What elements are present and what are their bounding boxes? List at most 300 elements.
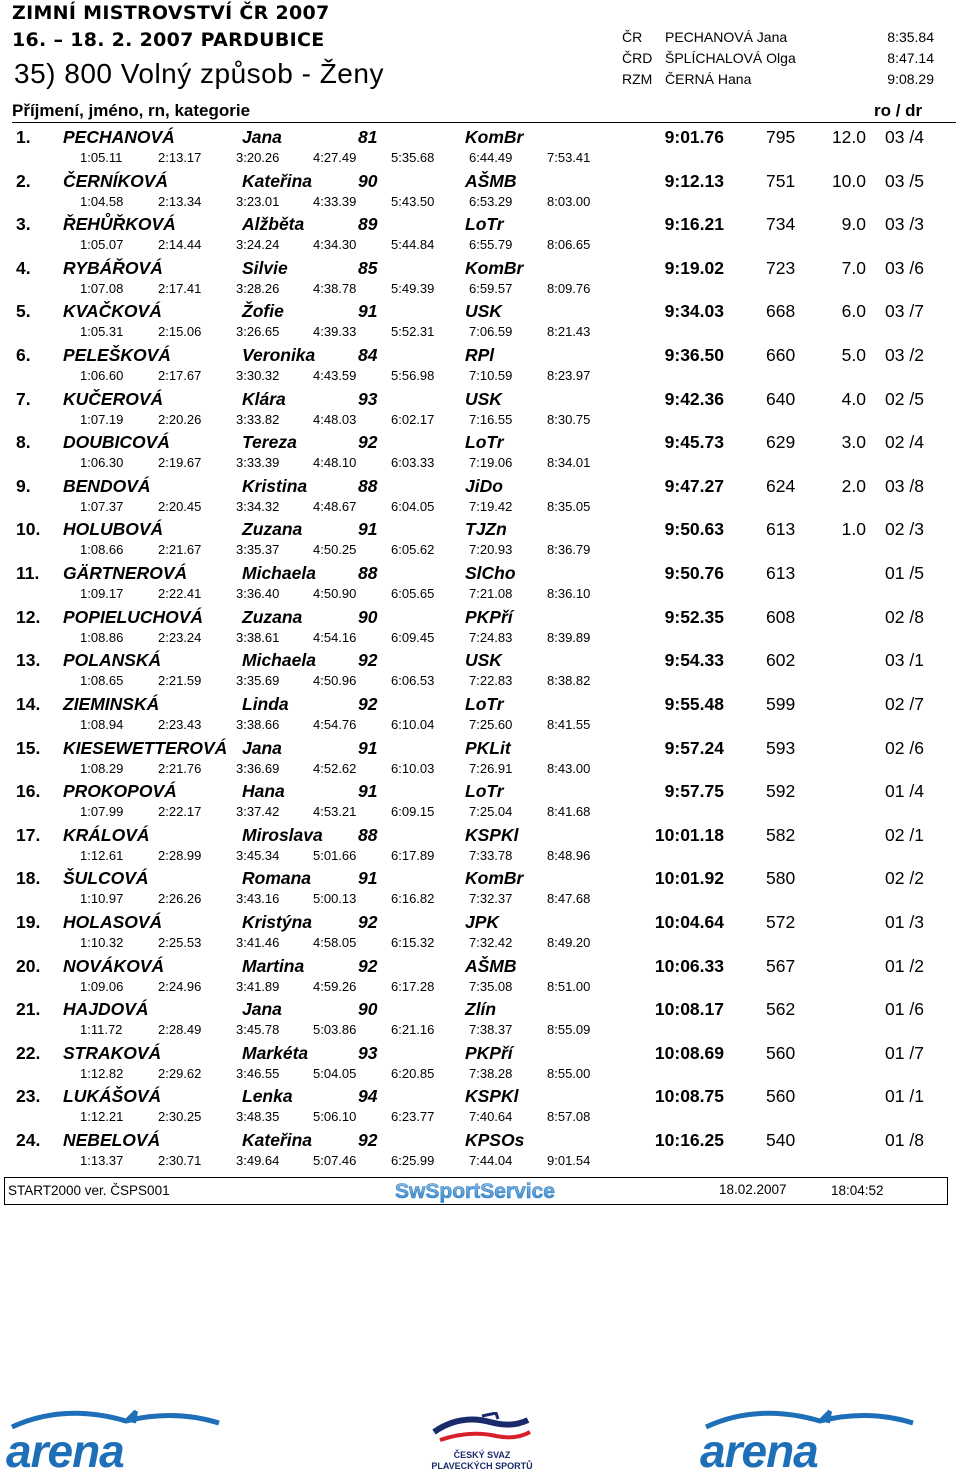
split-time: 6:05.62 [391, 542, 435, 558]
split-times-line [0, 368, 960, 384]
split-time: 2:21.76 [158, 760, 202, 776]
result-entry [0, 605, 960, 649]
championship-dates-venue: 16. – 18. 2. 2007 PARDUBICE [12, 29, 325, 51]
split-time: 7:38.28 [469, 1065, 513, 1081]
split-time: 3:23.01 [236, 193, 280, 209]
result-entry [0, 169, 960, 213]
heat-lane: 01 /7 [885, 1042, 924, 1063]
split-time: 7:22.83 [469, 673, 513, 689]
final-time: 9:57.24 [664, 737, 724, 758]
split-time: 4:48.03 [313, 411, 357, 427]
heat-lane: 01 /3 [885, 911, 924, 932]
split-time: 2:30.71 [158, 1153, 202, 1169]
split-time: 1:06.30 [80, 455, 124, 471]
result-main-line [0, 127, 960, 149]
result-entry [0, 779, 960, 823]
result-main-line [0, 738, 960, 760]
split-time: 7:25.04 [469, 804, 513, 820]
final-time: 9:16.21 [664, 214, 724, 235]
fina-points: 795 [766, 127, 796, 147]
split-time: 1:10.32 [80, 934, 124, 950]
arena-logo-right-text: arena [700, 1425, 818, 1473]
split-time: 8:41.55 [547, 716, 591, 732]
record-time: 8:47.14 [887, 50, 934, 66]
fina-points: 593 [766, 737, 796, 758]
split-time: 8:48.96 [547, 847, 591, 863]
birth-year: 88 [358, 563, 378, 584]
split-time: 6:03.33 [391, 455, 435, 471]
club-code: KomBr [465, 127, 524, 147]
split-time: 6:17.28 [391, 978, 435, 994]
split-time: 8:49.20 [547, 934, 591, 950]
split-time: 8:23.97 [547, 368, 591, 384]
split-time: 3:20.26 [236, 150, 280, 165]
club-code: LoTr [465, 214, 504, 235]
swimmer-surname: KRÁLOVÁ [63, 824, 150, 845]
split-time: 1:08.94 [80, 716, 124, 732]
result-main-line [0, 563, 960, 585]
club-code: KomBr [465, 257, 524, 278]
club-code: KSPKl [465, 1086, 519, 1107]
fina-points: 723 [766, 257, 796, 278]
split-time: 1:12.82 [80, 1065, 124, 1081]
heat-lane: 01 /8 [885, 1130, 924, 1151]
split-time: 2:24.96 [158, 978, 202, 994]
swimmer-surname: KIESEWETTEROVÁ [63, 737, 228, 758]
split-time: 7:06.59 [469, 324, 513, 340]
fina-points: 624 [766, 475, 796, 496]
split-times-line [0, 717, 960, 733]
fina-points: 668 [766, 301, 796, 322]
split-time: 4:34.30 [313, 237, 357, 253]
split-time: 4:54.76 [313, 716, 357, 732]
split-time: 6:09.15 [391, 804, 435, 820]
split-time: 7:38.37 [469, 1022, 513, 1038]
result-place: 12. [16, 606, 41, 627]
swimmer-surname: PECHANOVÁ [63, 127, 175, 147]
split-time: 2:15.06 [158, 324, 202, 340]
split-time: 3:43.16 [236, 891, 280, 907]
final-time: 9:47.27 [664, 475, 724, 496]
fina-points: 540 [766, 1130, 796, 1151]
award-points: 4.0 [841, 388, 866, 409]
split-time: 8:55.00 [547, 1065, 591, 1081]
split-time: 2:23.43 [158, 716, 202, 732]
heat-lane: 03 /5 [885, 170, 924, 191]
fina-points: 602 [766, 650, 796, 671]
split-time: 6:53.29 [469, 193, 513, 209]
award-points: 5.0 [841, 345, 866, 366]
result-entry [0, 299, 960, 343]
split-time: 6:10.03 [391, 760, 435, 776]
result-place: 22. [16, 1042, 41, 1063]
swsportservice-logo [389, 1179, 561, 1203]
birth-year: 91 [358, 301, 378, 322]
split-time: 3:24.24 [236, 237, 280, 253]
swimmer-first-name: Kateřina [242, 170, 313, 191]
final-time: 9:12.13 [664, 170, 724, 191]
split-time: 6:04.05 [391, 498, 435, 514]
swimmer-first-name: Markéta [242, 1042, 309, 1063]
result-entry [0, 823, 960, 867]
federation-name-line1: ČESKÝ SVAZ [453, 1450, 511, 1460]
split-time: 6:06.53 [391, 673, 435, 689]
final-time: 10:08.69 [654, 1042, 724, 1063]
birth-year: 88 [358, 475, 378, 496]
footer-bar [4, 1177, 948, 1205]
birth-year: 91 [358, 737, 378, 758]
record-time: 8:35.84 [887, 29, 934, 45]
split-time: 8:55.09 [547, 1022, 591, 1038]
birth-year: 85 [358, 257, 378, 278]
result-main-line [0, 171, 960, 193]
result-place: 20. [16, 955, 41, 976]
heat-lane: 02 /6 [885, 737, 924, 758]
result-main-line [0, 345, 960, 367]
record-holder: ŠPLÍCHALOVÁ Olga [665, 50, 796, 66]
club-code: USK [465, 650, 502, 671]
split-times-line [0, 150, 960, 166]
fina-points: 592 [766, 781, 796, 802]
split-time: 8:30.75 [547, 411, 591, 427]
swimmer-first-name: Kateřina [242, 1130, 313, 1151]
split-time: 6:55.79 [469, 237, 513, 253]
split-time: 4:50.25 [313, 542, 357, 558]
swimmer-first-name: Lenka [242, 1086, 293, 1107]
record-row [622, 71, 934, 92]
split-time: 8:09.76 [547, 280, 591, 296]
record-time: 9:08.29 [887, 71, 934, 87]
split-time: 2:22.41 [158, 586, 202, 602]
split-time: 4:48.67 [313, 498, 357, 514]
club-code: USK [465, 388, 502, 409]
split-times-line [0, 237, 960, 253]
record-category: ČRD [622, 50, 653, 66]
result-place: 13. [16, 650, 41, 671]
fina-points: 599 [766, 693, 796, 714]
club-code: SlCho [465, 563, 516, 584]
column-header-round: ro / dr [874, 101, 923, 120]
split-time: 3:36.69 [236, 760, 280, 776]
split-time: 6:17.89 [391, 847, 435, 863]
final-time: 9:45.73 [664, 432, 724, 453]
final-time: 9:19.02 [664, 257, 724, 278]
swimmer-surname: HAJDOVÁ [63, 999, 149, 1020]
birth-year: 92 [358, 911, 378, 932]
swimmer-first-name: Jana [242, 999, 282, 1020]
split-time: 6:25.99 [391, 1153, 435, 1169]
split-time: 5:06.10 [313, 1109, 357, 1125]
swimmer-first-name: Veronika [242, 345, 316, 366]
split-time: 3:48.35 [236, 1109, 280, 1125]
split-time: 1:11.72 [80, 1022, 123, 1038]
split-time: 7:16.55 [469, 411, 513, 427]
final-time: 9:57.75 [664, 781, 724, 802]
split-times-line [0, 499, 960, 515]
heat-lane: 01 /4 [885, 781, 924, 802]
split-time: 5:03.86 [313, 1022, 357, 1038]
swimmer-surname: DOUBICOVÁ [63, 432, 170, 453]
split-time: 3:33.39 [236, 455, 280, 471]
split-time: 6:16.82 [391, 891, 435, 907]
split-time: 1:07.08 [80, 280, 124, 296]
swimmer-surname: KUČEROVÁ [63, 388, 164, 409]
club-code: PKPří [465, 606, 513, 627]
split-time: 6:10.04 [391, 716, 435, 732]
record-category: RZM [622, 71, 653, 87]
swsportservice-logo-text: SwSportService [395, 1180, 555, 1203]
heat-lane: 02 /1 [885, 824, 924, 845]
final-time: 10:06.33 [654, 955, 724, 976]
split-time: 3:45.34 [236, 847, 280, 863]
result-main-line [0, 912, 960, 934]
split-time: 1:08.66 [80, 542, 124, 558]
result-place: 6. [16, 345, 31, 366]
split-time: 3:33.82 [236, 411, 280, 427]
result-place: 1. [16, 127, 31, 147]
swimmer-first-name: Klára [242, 388, 286, 409]
result-main-line [0, 1086, 960, 1108]
birth-year: 90 [358, 170, 378, 191]
swimmer-surname: PELEŠKOVÁ [63, 345, 171, 366]
split-time: 3:38.66 [236, 716, 280, 732]
swimmer-first-name: Linda [242, 693, 289, 714]
split-times-line [0, 412, 960, 428]
result-entry [0, 517, 960, 561]
swimmer-first-name: Romana [242, 868, 312, 889]
records-box [622, 29, 934, 92]
heat-lane: 03 /4 [885, 127, 924, 147]
result-place: 5. [16, 301, 31, 322]
result-entry [0, 474, 960, 518]
result-entry [0, 212, 960, 256]
heat-lane: 03 /8 [885, 475, 924, 496]
club-code: KomBr [465, 868, 524, 889]
club-code: LoTr [465, 693, 504, 714]
split-time: 8:36.79 [547, 542, 591, 558]
final-time: 10:04.64 [654, 911, 724, 932]
split-time: 6:02.17 [391, 411, 435, 427]
swimmer-first-name: Michaela [242, 650, 316, 671]
result-entry [0, 387, 960, 431]
result-main-line [0, 694, 960, 716]
final-time: 9:01.76 [664, 127, 724, 147]
arena-logo-left [4, 1405, 254, 1473]
split-time: 2:21.59 [158, 673, 202, 689]
result-entry [0, 954, 960, 998]
birth-year: 90 [358, 606, 378, 627]
club-code: PKLit [465, 737, 511, 758]
swimmer-surname: NEBELOVÁ [63, 1130, 161, 1151]
split-time: 2:21.67 [158, 542, 202, 558]
split-time: 8:51.00 [547, 978, 591, 994]
birth-year: 92 [358, 650, 378, 671]
split-time: 1:09.17 [80, 586, 124, 602]
split-time: 2:14.44 [158, 237, 202, 253]
result-main-line [0, 607, 960, 629]
split-time: 1:09.06 [80, 978, 124, 994]
event-title: 35) 800 Volný způsob - Ženy [14, 58, 384, 89]
swimmer-surname: ŘEHŮŘKOVÁ [63, 214, 176, 235]
split-time: 5:07.46 [313, 1153, 357, 1169]
result-entry [0, 343, 960, 387]
split-time: 5:35.68 [391, 150, 435, 165]
heat-lane: 01 /5 [885, 563, 924, 584]
record-holder: PECHANOVÁ Jana [665, 29, 788, 45]
split-time: 5:43.50 [391, 193, 435, 209]
split-time: 7:35.08 [469, 978, 513, 994]
result-entry [0, 1041, 960, 1085]
split-time: 6:09.45 [391, 629, 435, 645]
split-time: 7:21.08 [469, 586, 513, 602]
split-time: 2:29.62 [158, 1065, 202, 1081]
swimmer-surname: STRAKOVÁ [63, 1042, 162, 1063]
split-time: 2:28.99 [158, 847, 202, 863]
split-time: 3:41.89 [236, 978, 280, 994]
award-points: 2.0 [841, 475, 866, 496]
club-code: TJZn [465, 519, 507, 540]
result-place: 19. [16, 911, 41, 932]
split-time: 4:43.59 [313, 368, 357, 384]
split-time: 3:49.64 [236, 1153, 280, 1169]
split-time: 4:59.26 [313, 978, 357, 994]
final-time: 10:01.18 [654, 824, 724, 845]
split-time: 7:10.59 [469, 368, 513, 384]
result-place: 14. [16, 693, 41, 714]
fina-points: 660 [766, 345, 796, 366]
fina-points: 580 [766, 868, 796, 889]
split-time: 5:01.66 [313, 847, 357, 863]
split-times-line [0, 891, 960, 907]
split-time: 1:13.37 [80, 1153, 124, 1169]
split-times-line [0, 1153, 960, 1169]
result-entry [0, 125, 960, 169]
result-place: 18. [16, 868, 41, 889]
split-time: 4:50.96 [313, 673, 357, 689]
birth-year: 90 [358, 999, 378, 1020]
fina-points: 640 [766, 388, 796, 409]
split-time: 3:41.46 [236, 934, 280, 950]
result-entry [0, 1084, 960, 1128]
split-times-line [0, 324, 960, 340]
print-date: 18.02.2007 [719, 1182, 787, 1197]
result-place: 16. [16, 781, 41, 802]
result-entry [0, 256, 960, 300]
split-time: 8:21.43 [547, 324, 591, 340]
result-entry [0, 1128, 960, 1172]
split-time: 2:30.25 [158, 1109, 202, 1125]
birth-year: 93 [358, 388, 378, 409]
split-times-line [0, 455, 960, 471]
split-time: 8:36.10 [547, 586, 591, 602]
heat-lane: 02 /2 [885, 868, 924, 889]
result-entry [0, 648, 960, 692]
result-place: 17. [16, 824, 41, 845]
split-time: 6:59.57 [469, 280, 513, 296]
final-time: 9:50.76 [664, 563, 724, 584]
split-time: 2:20.26 [158, 411, 202, 427]
split-time: 1:10.97 [80, 891, 124, 907]
split-time: 1:06.60 [80, 368, 124, 384]
split-time: 6:20.85 [391, 1065, 435, 1081]
split-time: 6:21.16 [391, 1022, 435, 1038]
result-place: 23. [16, 1086, 41, 1107]
split-times-line [0, 935, 960, 951]
split-time: 4:48.10 [313, 455, 357, 471]
heat-lane: 03 /7 [885, 301, 924, 322]
swimmer-surname: ČERNÍKOVÁ [63, 170, 169, 191]
split-time: 3:30.32 [236, 368, 280, 384]
split-time: 5:52.31 [391, 324, 435, 340]
split-time: 1:08.86 [80, 629, 124, 645]
swimmer-surname: GÄRTNEROVÁ [63, 563, 188, 584]
club-code: JiDo [465, 475, 503, 496]
heat-lane: 03 /3 [885, 214, 924, 235]
split-times-line [0, 1022, 960, 1038]
split-time: 3:35.37 [236, 542, 280, 558]
award-points: 7.0 [841, 257, 866, 278]
print-time: 18:04:52 [831, 1183, 884, 1198]
final-time: 10:08.17 [654, 999, 724, 1020]
split-time: 7:26.91 [469, 760, 513, 776]
swimmer-first-name: Kristina [242, 475, 308, 496]
split-time: 2:23.24 [158, 629, 202, 645]
swimmer-first-name: Hana [242, 781, 285, 802]
result-place: 8. [16, 432, 31, 453]
split-time: 1:08.29 [80, 760, 124, 776]
split-time: 7:53.41 [547, 150, 591, 165]
final-time: 10:01.92 [654, 868, 724, 889]
column-header [12, 101, 956, 123]
split-time: 6:05.65 [391, 586, 435, 602]
split-times-line [0, 761, 960, 777]
split-time: 2:28.49 [158, 1022, 202, 1038]
split-time: 4:27.49 [313, 150, 357, 165]
swimmer-surname: ZIEMINSKÁ [63, 693, 160, 714]
result-main-line [0, 650, 960, 672]
split-time: 2:25.53 [158, 934, 202, 950]
heat-lane: 01 /1 [885, 1086, 924, 1107]
club-code: LoTr [465, 781, 504, 802]
swimmer-surname: LUKÁŠOVÁ [63, 1086, 162, 1107]
result-place: 24. [16, 1130, 41, 1151]
final-time: 10:16.25 [654, 1130, 724, 1151]
split-time: 4:52.62 [313, 760, 357, 776]
swimmer-first-name: Jana [242, 127, 282, 147]
result-place: 9. [16, 475, 31, 496]
club-code: LoTr [465, 432, 504, 453]
split-time: 1:12.61 [80, 847, 124, 863]
fina-points: 567 [766, 955, 796, 976]
split-times-line [0, 586, 960, 602]
birth-year: 92 [358, 955, 378, 976]
split-times-line [0, 194, 960, 210]
split-time: 4:53.21 [313, 804, 357, 820]
fina-points: 613 [766, 563, 796, 584]
split-time: 5:04.05 [313, 1065, 357, 1081]
result-main-line [0, 519, 960, 541]
split-time: 8:35.05 [547, 498, 591, 514]
birth-year: 92 [358, 432, 378, 453]
split-time: 1:07.37 [80, 498, 124, 514]
split-time: 6:15.32 [391, 934, 435, 950]
club-code: USK [465, 301, 502, 322]
final-time: 10:08.75 [654, 1086, 724, 1107]
split-time: 3:36.40 [236, 586, 280, 602]
result-place: 21. [16, 999, 41, 1020]
split-time: 4:58.05 [313, 934, 357, 950]
birth-year: 91 [358, 868, 378, 889]
